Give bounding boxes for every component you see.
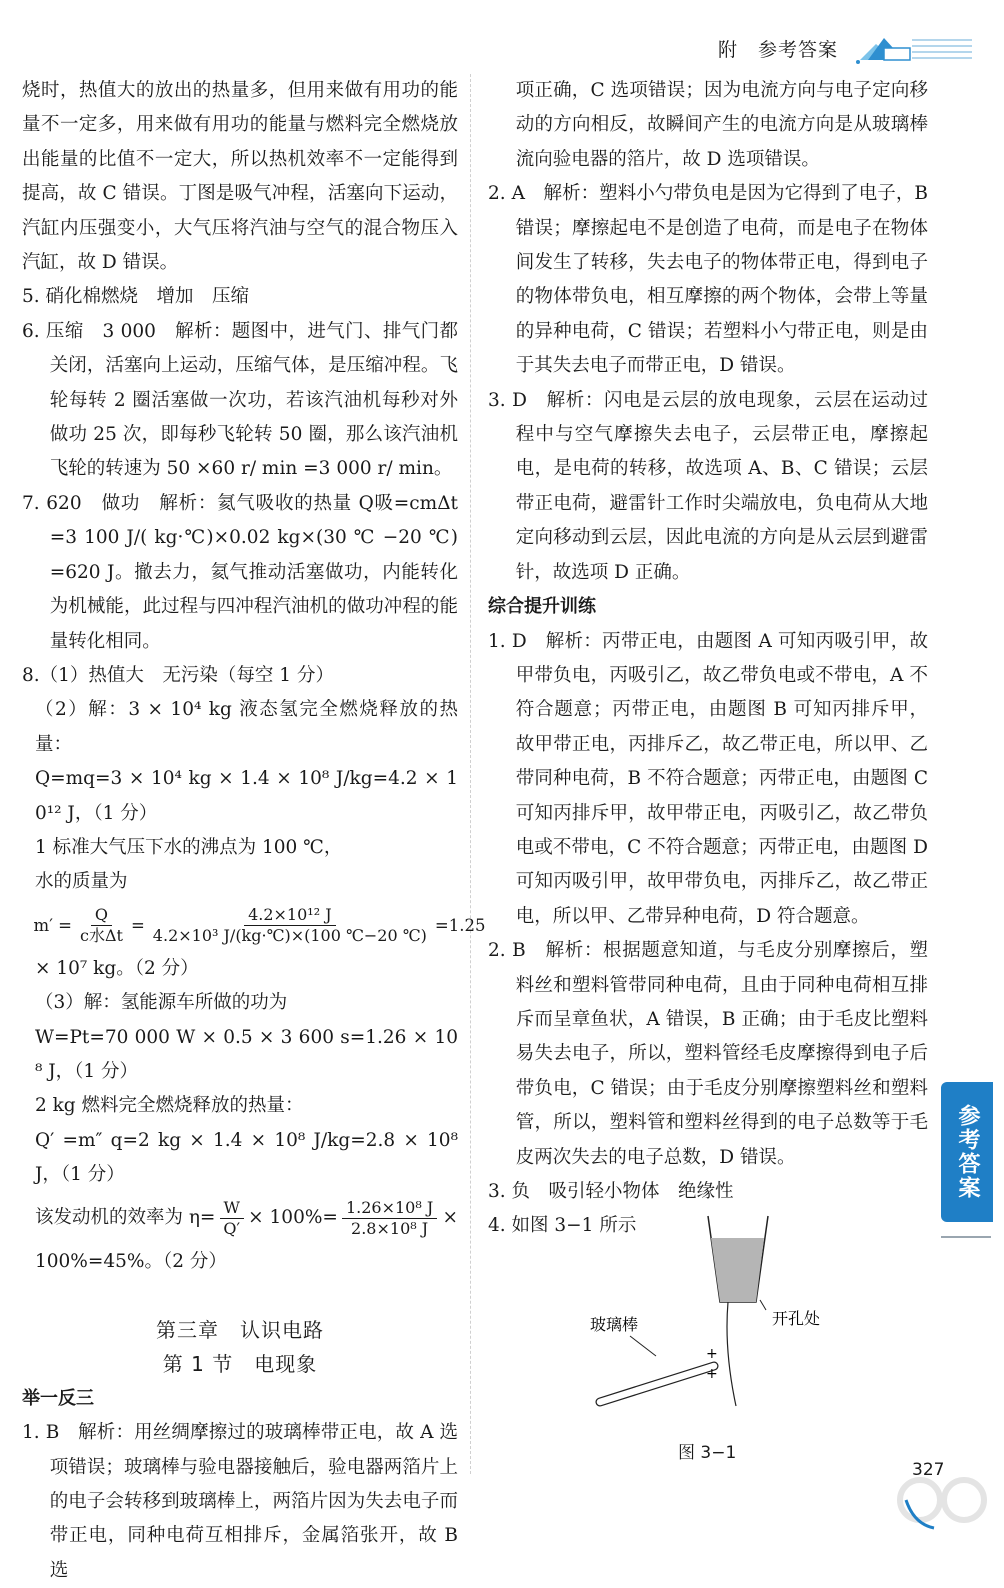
answer-8-part2-title: （2）解：3 × 10⁴ kg 液态氢完全燃烧释放的热量： (34, 699, 458, 755)
section-title: 第 1 节 电现象 (162, 1352, 318, 1377)
answer-8-part3-title: （3）解：氢能源车所做的功为 (34, 992, 288, 1014)
book-logo-icon (854, 30, 974, 66)
section-heading-practice: 举一反三 (22, 1387, 94, 1409)
answer-8-efficiency-result: 100%=45%。（2 分） (34, 1250, 227, 1272)
page-number: 327 (912, 1460, 945, 1480)
mass-formula: m′ = $\frac{Q}{\text{c水Δt}}$ = $\frac{\text{4.2×10¹² J}}{\text{4.2×10³ J/(kg·℃)×(100 ℃−20 ℃)}}$ =1.25 (33, 905, 486, 946)
answer-4-continued: 烧时，热值大的放出的热量多，但用来做有用功的能量不一定多，用来做有用功的能量与燃料完全燃烧放出能量的比值不一定大，所以热机效率不一定能得到提高，故 C 错误。丁图是吸气冲程，活塞向下运动，汽缸内压强变小，大气压将汽油与空气的混合物压入汽缸，故 D 错误。 (22, 80, 458, 274)
plus-sign-2: + (706, 1366, 718, 1382)
fraction-numeric: $\frac{\text{4.2×10¹² J}}{\text{4.2×10³ J/(kg·℃)×(100 ℃−20 ℃)}}$ (152, 905, 427, 946)
glass-rod (600, 1366, 714, 1402)
comprehensive-answer-4: 4. 如图 3−1 所示 (488, 1215, 637, 1237)
answer-8-heat-formula: Q=mq=3 × 10⁴ kg × 1.4 × 10⁸ J/kg=4.2 × 10¹² J，（1 分） (34, 768, 458, 824)
comprehensive-answer-1: 1. D 解析：丙带正电，由题图 A 可知丙吸引甲，故甲带负电，丙吸引乙，故乙带负电或不带电，A 不符合题意；丙带正电，由题图 B 可知丙排斥甲，故甲带正电，丙排斥乙，故乙带正电，所以甲、乙带同种电荷，B 不符合题意；丙带正电，由题图 C 可知丙排斥甲，故甲带正电，丙吸引乙，故乙带负电或不带电，C 不符合题意；丙带正电，由题图 D 可知丙吸引甲，故甲带负电，丙排斥乙，故乙带正电，所以甲、乙带异种电荷，D 符合题意。 (488, 630, 928, 927)
water-fill (711, 1238, 764, 1302)
chapter3-answer-1-continued: 项正确，C 选项错误；因为电流方向与电子定向移动的方向相反，故瞬间产生的电流方向是从玻璃棒流向验电器的箔片，故 D 选项错误。 (515, 80, 928, 170)
answer-8-work-formula: W=Pt=70 000 W × 0.5 × 3 600 s=1.26 × 10⁸ J，（1 分） (34, 1026, 458, 1082)
chapter3-answer-1: 1. B 解析：用丝绸摩擦过的玻璃棒带正电，故 A 选项错误；玻璃棒与验电器接触后，验电器两箔片上的电子会转移到玻璃棒上，两箔片因为失去电子而带正电，同种电荷互相排斥，金属箔张开，故 B 选 (22, 1422, 458, 1581)
label-glass-rod: 玻璃棒 (590, 1315, 639, 1334)
comprehensive-answer-3: 3. 负 吸引轻小物体 绝缘性 (488, 1181, 734, 1202)
label-hole: 开孔处 (772, 1309, 821, 1328)
fraction-w-over-q: $\frac{W}{Q'}$ (219, 1198, 244, 1239)
answer-8-part1: 8.（1）热值大 无污染（每空 1 分） (22, 664, 334, 686)
fraction-q-over-cdt: $\frac{Q}{\text{c水Δt}}$ (80, 905, 123, 946)
answer-8-mass-label: 水的质量为 (34, 871, 128, 893)
water-stream (727, 1302, 736, 1406)
side-tab-answers: 参考答案 (941, 1082, 993, 1222)
formula-lhs: m′ = (33, 915, 73, 935)
efficiency-formula: 该发动机的效率为 η= $\frac{W}{Q'}$ × 100%= $\frac{\text{1.26×10⁸ J}}{\text{2.8×10⁸ J}}$ × (34, 1198, 458, 1239)
hole-pointer (760, 1300, 766, 1310)
formula-rhs: =1.25 (434, 915, 486, 935)
answer-8-fuel-formula: Q′ =m″ q=2 kg × 1.4 × 10⁸ J/kg=2.8 × 10⁸ J，（1 分） (34, 1129, 458, 1186)
answer-8-mass-result: × 10⁷ kg。（2 分） (34, 957, 199, 979)
side-tab-underline (941, 1236, 991, 1238)
right-column (488, 74, 928, 1244)
fraction-efficiency-numeric: $\frac{\text{1.26×10⁸ J}}{\text{2.8×10⁸ J}}$ (342, 1198, 437, 1239)
comprehensive-answer-2: 2. B 解析：根据题意知道，与毛皮分别摩擦后，塑料丝和塑料管带同种电荷，且由于同种电荷相互排斥而呈章鱼状，A 错误，B 正确；由于毛皮比塑料易失去电子，所以，塑料管经毛皮摩擦得到电子后带负电，C 错误；由于毛皮分别摩擦塑料丝和塑料管，所以，塑料管和塑料丝得到的电子总数等于毛皮两次失去的电子总数，D 错误。 (488, 940, 928, 1168)
plus-sign-1: + (706, 1346, 718, 1362)
left-column (22, 74, 486, 1588)
figure-caption: 图 3−1 (678, 1443, 737, 1463)
answer-8-boiling-point: 1 标准大气压下水的沸点为 100 ℃， (34, 836, 343, 858)
answer-8-fuel-label: 2 kg 燃料完全燃烧释放的热量： (34, 1095, 304, 1117)
answer-6: 6. 压缩 3 000 解析：题图中，进气门、排气门都关闭，活塞向上运动，压缩气体，是压缩冲程。飞轮每转 2 圈活塞做一次功，若该汽油机每秒对外做功 25 次，即每秒飞轮转 50 圈，那么该汽油机飞轮的转速为 50 ×60 r/ min =3 000 r/ min。 (22, 320, 458, 480)
chapter-title: 第三章 认识电路 (156, 1318, 324, 1342)
section-heading-comprehensive: 综合提升训练 (488, 596, 596, 618)
chapter3-answer-3: 3. D 解析：闪电是云层的放电现象，云层在运动过程中与空气摩擦失去电子，云层带正电，摩擦起电，是电荷的转移，故选项 A、B、C 错误；云层带正电荷，避雷针工作时尖端放电，负电荷从大地定向移动到云层，因此电流的方向是从云层到避雷针，故选项 D 正确。 (488, 389, 928, 583)
header-label: 附 参考答案 (717, 38, 838, 61)
column-divider (470, 74, 471, 1474)
chapter3-answer-2: 2. A 解析：塑料小勺带负电是因为它得到了电子，B 错误；摩擦起电不是创造了电荷，而是电子在物体间发生了转移，失去电子的物体带正电，得到电子的物体带负电，相互摩擦的两个物体，会带上等量的异种电荷，C 错误；若塑料小勺带正电，则是由于其失去电子而带正电，D 错误。 (488, 183, 928, 377)
answer-7: 7. 620 做功 解析：氦气吸收的热量 Q吸=cmΔt=3 100 J/( kg·℃)×0.02 kg×(30 ℃ −20 ℃)=620 J。撤去力，氦气推动活塞做功，内能转化为机械能，此过程与四冲程汽油机的做功冲程的能量转化相同。 (22, 492, 458, 652)
rod-pointer (630, 1336, 656, 1356)
page-header (718, 30, 974, 66)
answer-5: 5. 硝化棉燃烧 增加 压缩 (22, 286, 250, 308)
